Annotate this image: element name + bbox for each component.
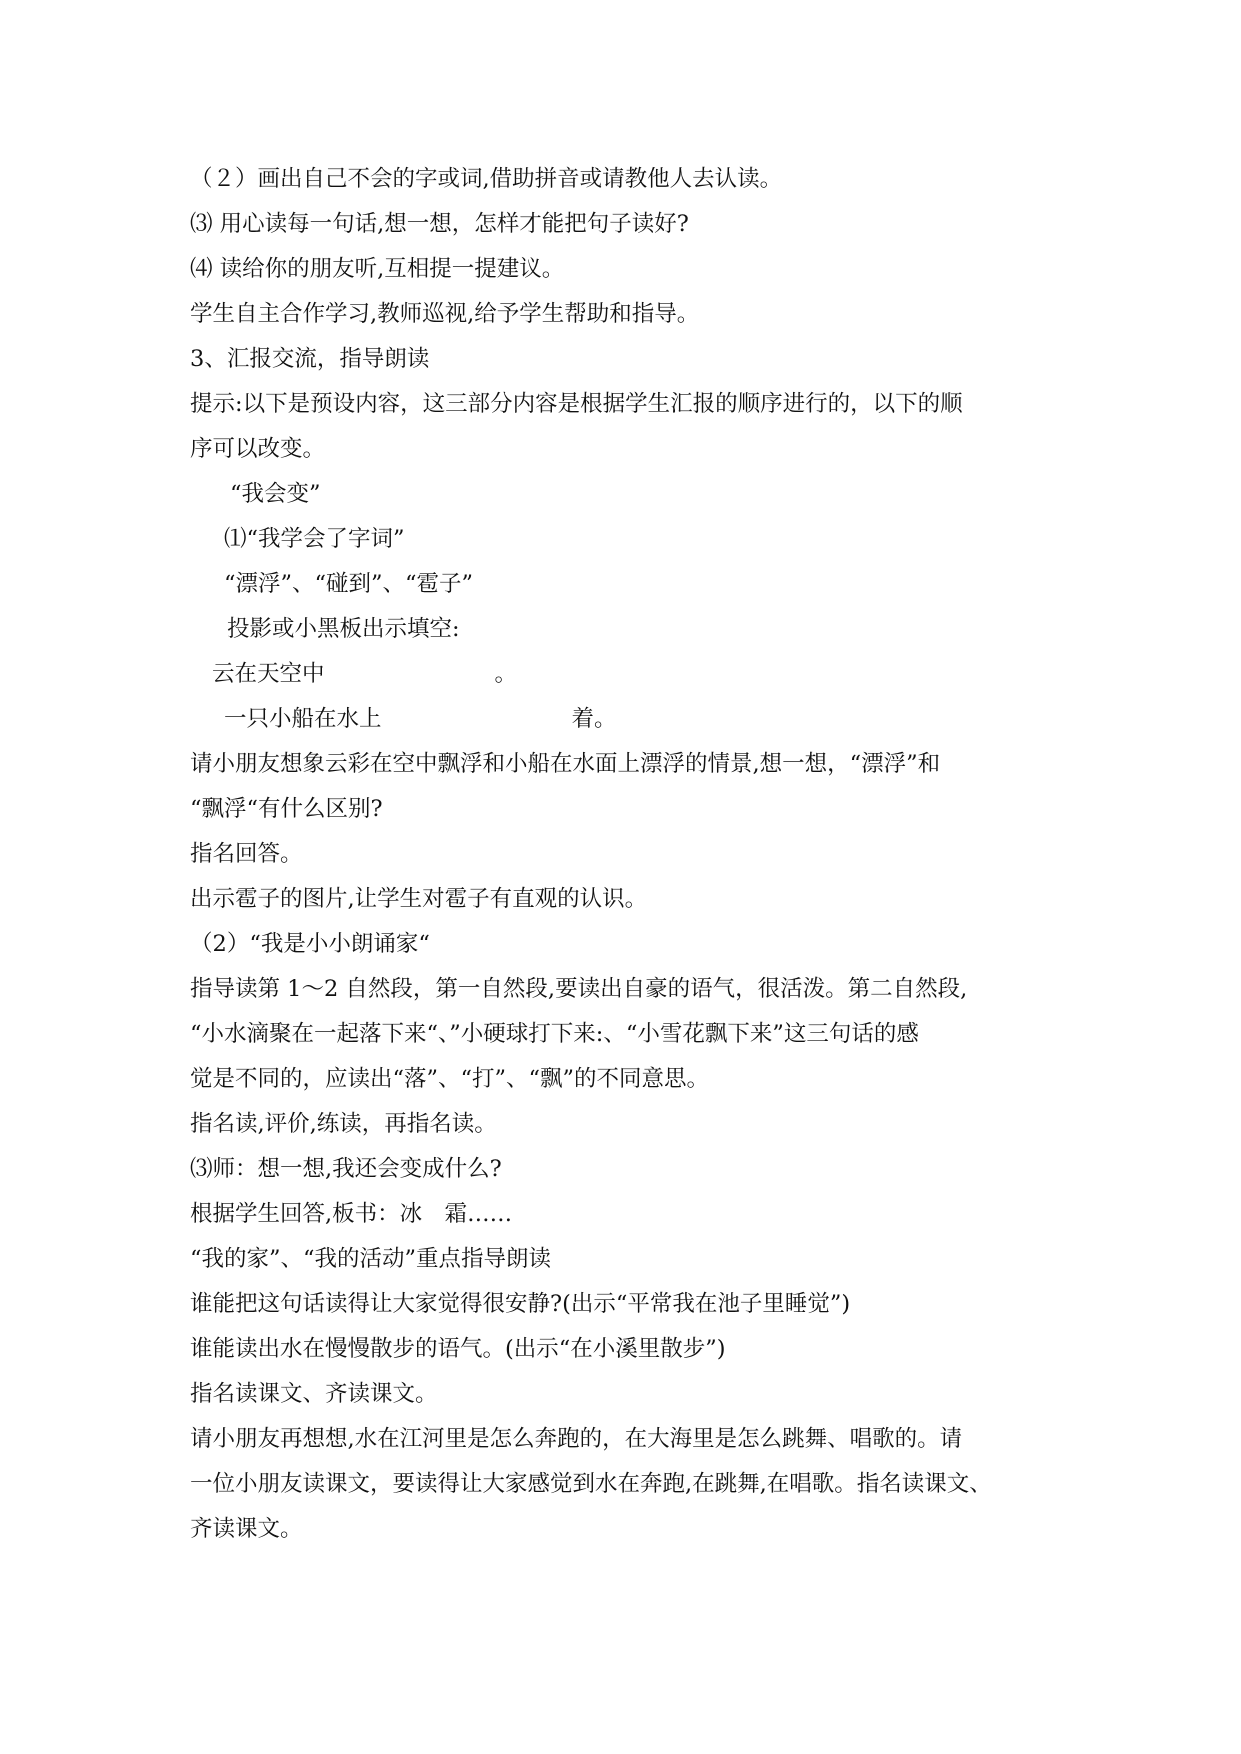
text-line: 投影或小黑板出示填空:	[227, 616, 460, 642]
text-line: 觉是不同的，应读出“落”、“打”、“飘”的不同意思。	[190, 1066, 710, 1092]
text-line: “小水滴聚在一起落下来“、”小硬球打下来:、“小雪花飘下来”这三句话的感	[190, 1021, 919, 1047]
subsection-title: “我会变”	[230, 481, 321, 507]
word-list: “漂浮”、“碰到”、“雹子”	[224, 571, 474, 597]
text-line: 提示:以下是预设内容，这三部分内容是根据学生汇报的顺序进行的，以下的顺	[190, 391, 963, 417]
text-line: 一位小朋友读课文，要读得让大家感觉到水在奔跑,在跳舞,在唱歌。指名读课文、	[190, 1471, 992, 1497]
text-line: 根据学生回答,板书：冰 霜……	[190, 1201, 513, 1227]
sentence-end: 着。	[571, 706, 617, 732]
fill-blank-sentence	[190, 697, 1070, 742]
text-line: 请小朋友再想想,水在江河里是怎么奔跑的，在大海里是怎么跳舞、唱歌的。请	[190, 1426, 963, 1452]
text-line: “飘浮“有什么区别?	[190, 796, 383, 822]
text-line: 学生自主合作学习,教师巡视,给予学生帮助和指导。	[190, 301, 700, 327]
text-line: 谁能读出水在慢慢散步的语气。(出示“在小溪里散步”)	[190, 1336, 726, 1362]
sentence-end: 。	[494, 661, 518, 687]
sentence-start: 一只小船在水上	[224, 706, 382, 732]
text-line: 指名回答。	[190, 841, 303, 867]
text-line: ⑴“我学会了字词”	[224, 526, 405, 552]
text-line: （２）画出自己不会的字或词,借助拼音或请教他人去认读。	[190, 166, 783, 192]
text-line: ⑷ 读给你的朋友听,互相提一提建议。	[190, 256, 565, 282]
text-line: 谁能把这句话读得让大家觉得很安静?(出示“平常我在池子里睡觉”)	[190, 1291, 851, 1317]
lesson-plan-text	[190, 157, 1070, 1552]
text-line: 齐读课文。	[190, 1516, 303, 1542]
text-line: 出示雹子的图片,让学生对雹子有直观的认识。	[190, 886, 648, 912]
text-line: 指名读,评价,练读，再指名读。	[190, 1111, 497, 1137]
text-line: 请小朋友想象云彩在空中飘浮和小船在水面上漂浮的情景,想一想，“漂浮”和	[190, 751, 941, 777]
subsection-title: “我的家”、“我的活动”重点指导朗读	[190, 1246, 552, 1272]
fill-blank-sentence	[190, 652, 1070, 697]
section-heading: 3、汇报交流，指导朗读	[190, 346, 430, 372]
text-line: ⑶师：想一想,我还会变成什么?	[190, 1156, 502, 1182]
text-line: ⑶ 用心读每一句话,想一想，怎样才能把句子读好?	[190, 211, 689, 237]
subsection-title: （2）“我是小小朗诵家“	[190, 931, 430, 957]
text-line: 指名读课文、齐读课文。	[190, 1381, 438, 1407]
text-line: 序可以改变。	[190, 436, 326, 462]
text-line: 指导读第 1～2 自然段，第一自然段,要读出自豪的语气，很活泼。第二自然段,	[190, 976, 968, 1002]
sentence-start: 云在天空中	[212, 661, 325, 687]
